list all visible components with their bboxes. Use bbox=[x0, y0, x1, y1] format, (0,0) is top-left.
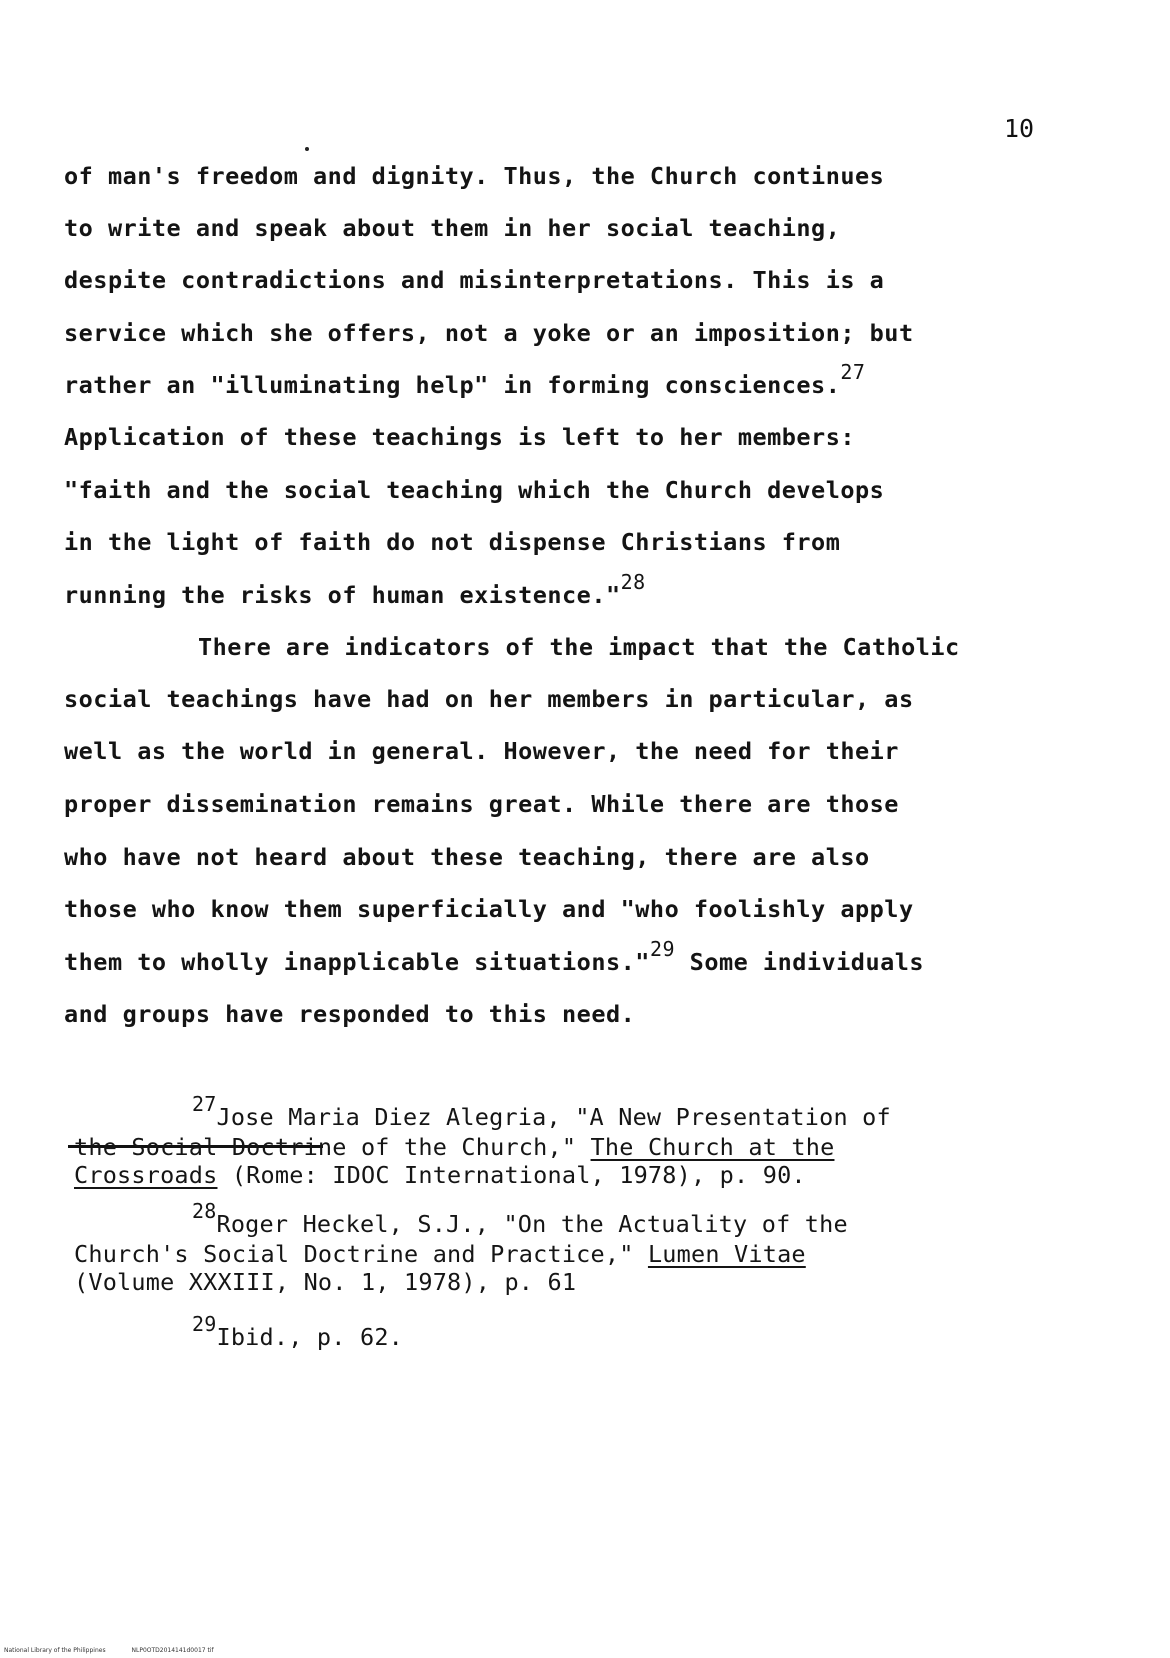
footnote-number: 27 bbox=[192, 1092, 217, 1116]
scan-code: NLP0OTD2014141d0017 tif bbox=[131, 1647, 214, 1654]
body-line: those who know them superficially and "who foolishly apply bbox=[64, 895, 914, 923]
body-text-span: rather an "illuminating help" in forming consciences. bbox=[64, 371, 841, 399]
footnote-29 bbox=[192, 1312, 404, 1351]
footnote-ref: 27 bbox=[840, 360, 866, 384]
body-text-span: Some individuals bbox=[675, 948, 925, 976]
footnote-text: the Social Doctrine of the Church," bbox=[74, 1133, 591, 1161]
body-line: "faith and the social teaching which the Church develops bbox=[64, 476, 885, 504]
footnote-title: Crossroads bbox=[74, 1161, 218, 1189]
body-line: who have not heard about these teaching, there are also bbox=[64, 843, 870, 871]
body-line: proper dissemination remains great. While there are those bbox=[64, 790, 899, 818]
footnote-number: 28 bbox=[192, 1199, 217, 1223]
scan-footer bbox=[4, 1647, 238, 1654]
body-line: in the light of faith do not dispense Christians from bbox=[64, 528, 841, 556]
body-line: to write and speak about them in her social teaching, bbox=[64, 214, 841, 242]
footnote-ref: 28 bbox=[620, 570, 646, 594]
body-text-span: running the risks of human existence." bbox=[64, 581, 621, 609]
page-number: 10 bbox=[1004, 114, 1035, 143]
footnote-text: Jose Maria Diez Alegria, "A New Presentation of bbox=[216, 1103, 891, 1131]
footnote-line: (Volume XXXIII, No. 1, 1978), p. 61 bbox=[74, 1268, 577, 1296]
footnote-title: Lumen Vitae bbox=[647, 1240, 806, 1268]
footnote-text: (Rome: IDOC International, 1978), p. 90. bbox=[217, 1161, 806, 1189]
body-text-span: them to wholly inapplicable situations." bbox=[64, 948, 650, 976]
body-line: of man's freedom and dignity. Thus, the Church continues bbox=[64, 162, 885, 190]
body-line: service which she offers, not a yoke or an imposition; but bbox=[64, 319, 914, 347]
footnote-line bbox=[74, 1133, 834, 1161]
body-line: despite contradictions and misinterpretations. This is a bbox=[64, 266, 885, 294]
footnote-text: Ibid., p. 62. bbox=[216, 1323, 404, 1351]
footnote-28 bbox=[192, 1199, 848, 1238]
body-line: Application of these teachings is left to her members: bbox=[64, 423, 856, 451]
body-line bbox=[64, 360, 866, 399]
footnote-line bbox=[74, 1240, 806, 1268]
body-line: well as the world in general. However, the need for their bbox=[64, 737, 899, 765]
footnote-27 bbox=[192, 1092, 891, 1131]
speck-mark bbox=[305, 147, 309, 151]
library-credit: National Library of the Philippines bbox=[4, 1647, 106, 1654]
body-line bbox=[64, 937, 925, 976]
footnote-ref: 29 bbox=[649, 937, 676, 961]
footnote-number: 29 bbox=[192, 1312, 217, 1336]
body-line: and groups have responded to this need. bbox=[64, 1000, 636, 1028]
footnote-line bbox=[74, 1161, 806, 1189]
footnote-title: The Church at the bbox=[590, 1133, 835, 1161]
body-line: social teachings have had on her members in particular, as bbox=[64, 685, 914, 713]
footnote-text: Church's Social Doctrine and Practice," bbox=[74, 1240, 648, 1268]
footnote-text: Roger Heckel, S.J., "On the Actuality of the bbox=[216, 1210, 848, 1238]
body-line: There are indicators of the impact that the Catholic bbox=[198, 633, 960, 661]
body-line bbox=[64, 570, 646, 609]
